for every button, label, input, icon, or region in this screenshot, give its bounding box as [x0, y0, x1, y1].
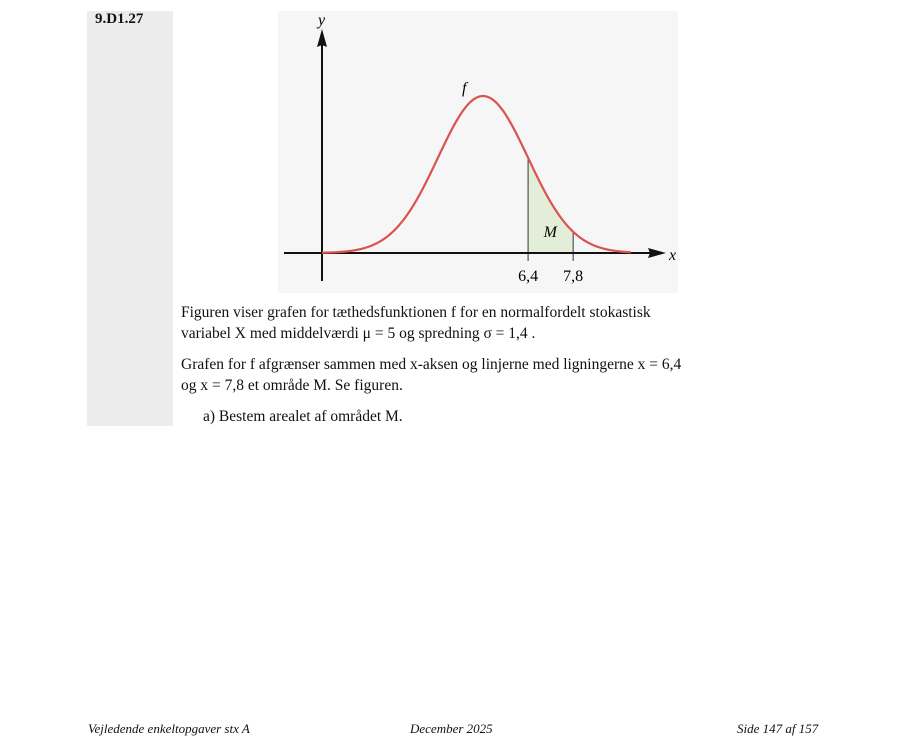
task-id: 9.D1.27: [95, 11, 144, 27]
paragraph-line: Grafen for f afgrænser sammen med x-aksen og linjerne med ligningerne x = 6,4: [181, 356, 682, 373]
tick-label: 7,8: [563, 268, 584, 285]
footer-page-number: Side 147 af 157: [737, 721, 819, 736]
task-sidebar: [87, 11, 173, 426]
region-label-m: M: [543, 224, 557, 241]
x-axis-label: x: [669, 247, 677, 264]
paragraph-line: og x = 7,8 et område M. Se figuren.: [181, 377, 403, 394]
paragraph-line: variabel X med middelværdi μ = 5 og spredning σ = 1,4 .: [181, 325, 536, 342]
paragraph-region: [181, 354, 681, 396]
question-a: a) Bestem arealet af området M.: [203, 408, 403, 425]
footer-date: December 2025: [410, 721, 493, 736]
paragraph-description: [181, 302, 651, 344]
density-curve: [322, 96, 631, 253]
x-axis-arrow-icon: [648, 248, 666, 258]
paragraph-line: Figuren viser grafen for tæthedsfunktionen f for en normalfordelt stokastisk: [181, 304, 651, 321]
y-axis-label: y: [318, 12, 326, 29]
curve-label-f: f: [462, 80, 467, 97]
footer-title: Vejledende enkeltopgaver stx A: [88, 721, 250, 736]
y-axis-arrow-icon: [317, 29, 327, 47]
tick-label: 6,4: [518, 268, 539, 285]
normal-distribution-figure: [278, 11, 678, 293]
